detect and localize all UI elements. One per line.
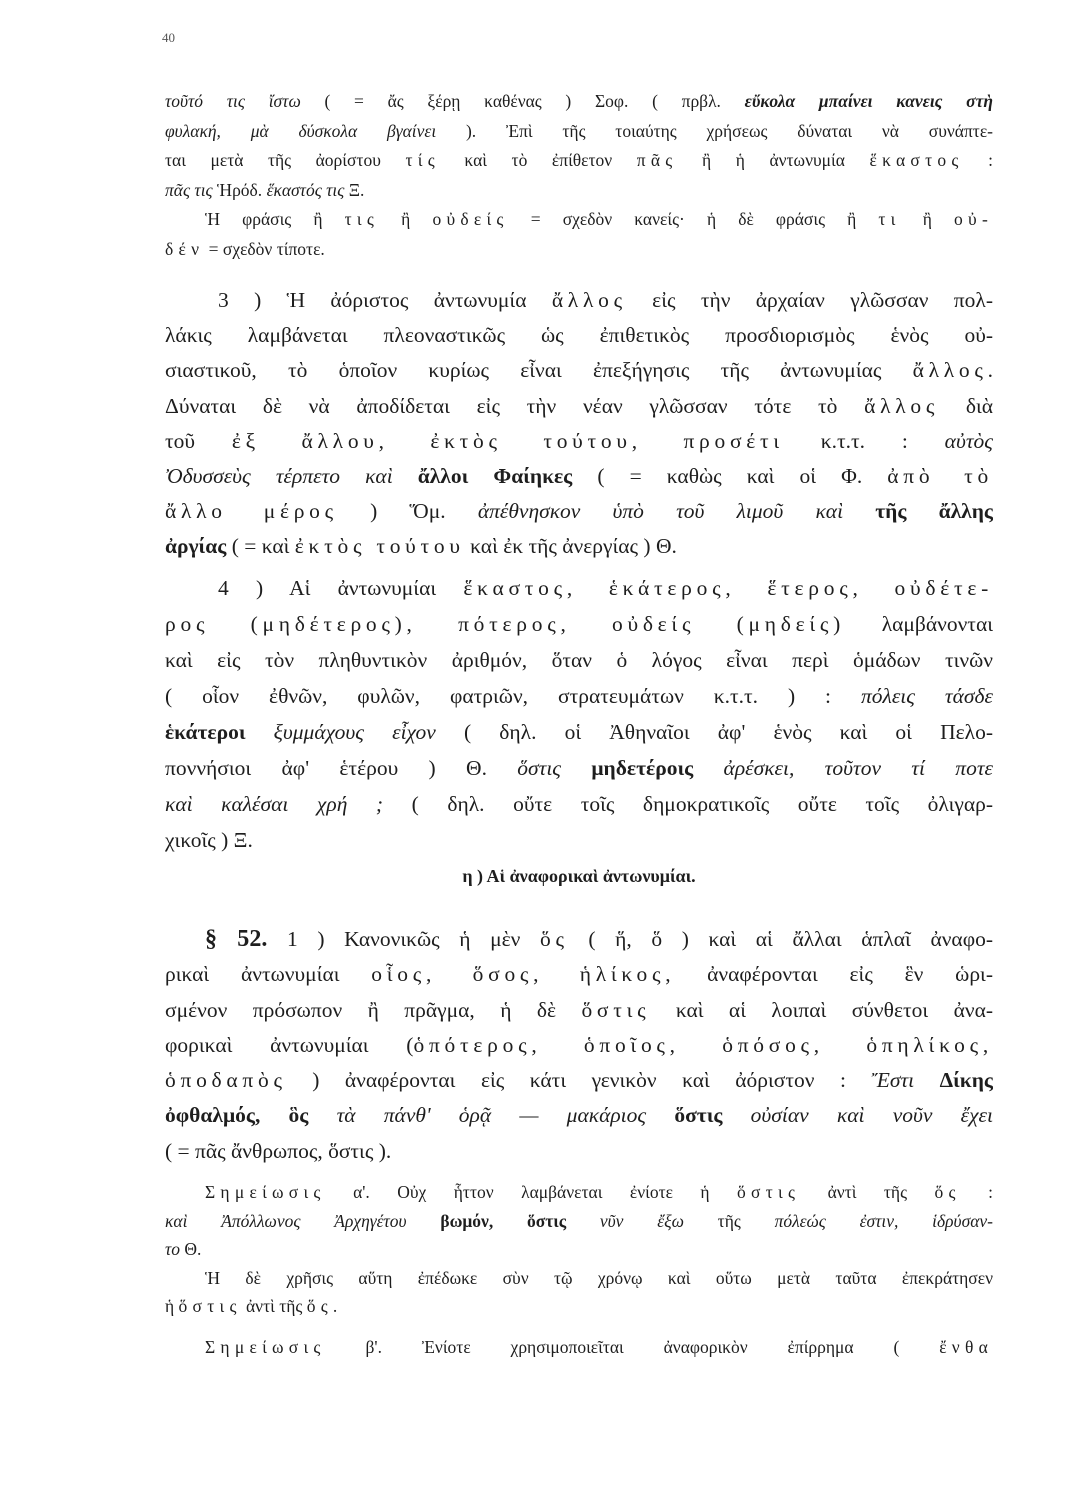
- text-line: [165, 1063, 993, 1098]
- page-number: 40: [162, 30, 175, 45]
- spaced-text: ἐξ ἄλλου, ἐκτὸς τούτου, προσέτι: [231, 428, 784, 453]
- text-run: φορικαὶ ἀντωνυμίαι (: [165, 1032, 414, 1057]
- section-number: § 52.: [205, 926, 268, 952]
- italic-text: πόλεις τάσδε: [860, 684, 993, 708]
- text-line: [165, 87, 993, 117]
- text-run: Ξ.: [344, 179, 365, 200]
- italic-text: το: [165, 1239, 181, 1260]
- text-line: [165, 1333, 993, 1362]
- bold-text: Δίκης: [939, 1068, 993, 1093]
- spaced-text: πᾶς: [636, 150, 678, 171]
- text-run: ἢ: [379, 209, 433, 230]
- text-line: [165, 957, 993, 992]
- text-run: ( = πᾶς ἄνθρωπος, ὅστις ).: [165, 1138, 392, 1163]
- text-line: [165, 1178, 993, 1207]
- text-run: εἰς τὴν ἀρχαίαν γλῶσσαν πολ-: [626, 288, 993, 312]
- text-run: σιαστικοῦ, τὸ ὁποῖον κυρίως εἶναι ἐπεξήγησις τῆς ἀντωνυμίας: [165, 358, 913, 383]
- bold-text: ἀργίας: [165, 534, 227, 559]
- spaced-text: τι: [878, 209, 901, 230]
- spaced-text: ὅς: [306, 1296, 333, 1317]
- text-run: καὶ ἐκ τῆς ἀνεργίας ) Θ.: [464, 534, 677, 559]
- text-run: ( = καθὼς καὶ οἱ Φ.: [572, 463, 888, 488]
- italic-text: καὶ καλέσαι χρή ;: [165, 792, 384, 816]
- text-line: [165, 235, 993, 265]
- text-run: ἀντὶ τῆς: [800, 1182, 935, 1202]
- text-run: Ἡ φράσις ἢ: [205, 209, 345, 230]
- text-line: [165, 424, 993, 459]
- text-run: καὶ εἰς τὸν πληθυντικὸν ἀριθμόν, ὅταν ὁ λόγος εἶναι περὶ ὁμάδων τινῶν: [165, 648, 993, 672]
- text-run: ἢ ἡ ἀντωνυμία: [677, 150, 870, 171]
- bold-text: τῆς ἄλλης: [875, 499, 993, 524]
- spaced-text: ἔνθα: [939, 1336, 993, 1357]
- text-line: [165, 714, 993, 750]
- italic-text: οὐσίαν καὶ νοῦν ἔχει: [722, 1103, 993, 1128]
- text-line: [165, 642, 993, 678]
- text-run: .: [332, 1296, 338, 1317]
- text-run: Δύναται δὲ νὰ ἀποδίδεται εἰς τὴν νέαν γλῶσσαν τότε τὸ: [165, 393, 865, 418]
- italic-text: Ὀδυσσεὺς τέρπετο καὶ: [165, 463, 418, 488]
- text-run: χικοῖς ) Ξ.: [165, 828, 253, 852]
- text-run: κ.τ.τ. :: [783, 428, 945, 453]
- bold-text: ἑκάτεροι: [165, 720, 246, 744]
- bold-italic-text: εὔκολα μπαίνει κανεις στὴ: [744, 91, 993, 111]
- text-run: σμένον πρόσωπον ἢ πρᾶγμα, ἡ δὲ: [165, 997, 582, 1022]
- text-run: :: [960, 1182, 993, 1202]
- spaced-text: οὐδείς: [432, 209, 509, 230]
- text-run: Ἡρόδ.: [212, 179, 267, 200]
- italic-text: ἀπέθνησκον ὑπὸ τοῦ λιμοῦ καὶ: [477, 499, 876, 524]
- italic-text: καὶ Ἀπόλλωνος Ἀρχηγέτου: [165, 1210, 441, 1231]
- text-line: [165, 786, 993, 822]
- spaced-text: ἄλλος: [912, 358, 988, 383]
- text-run: διὰ: [939, 393, 993, 418]
- text-line: [165, 1207, 993, 1236]
- text-line: [165, 176, 993, 206]
- section-52: [165, 922, 993, 1169]
- text-run: ( δηλ. οὔτε τοῖς δημοκρατικοῖς οὔτε τοῖς ὀλιγαρ-: [383, 792, 993, 816]
- spaced-text: ἀπὸ τὸ: [887, 463, 993, 488]
- text-line: [165, 1292, 993, 1321]
- text-run: καὶ αἱ λοιπαὶ σύνθετοι ἀνα-: [650, 997, 993, 1022]
- bold-text: ὀφθαλμός, ὃς: [165, 1103, 309, 1128]
- text-run: λάκις λαμβάνεται πλεοναστικῶς ὡς ἐπιθετικὸς προσδιορισμὸς ἑνὸς οὐ-: [165, 323, 993, 348]
- text-line: [165, 1134, 993, 1169]
- text-run: τοῦ: [165, 428, 232, 453]
- spaced-text: οἷος, ὅσος, ἡλίκος,: [371, 962, 676, 987]
- text-run: ρικαὶ ἀντωνυμίαι: [165, 962, 372, 987]
- text-line: [165, 283, 993, 318]
- text-line: [165, 1028, 993, 1063]
- spaced-text: τίς: [405, 150, 440, 171]
- text-line: [165, 1098, 993, 1133]
- italic-text: αὐτὸς: [944, 428, 993, 453]
- spaced-text: δέν: [165, 238, 205, 259]
- text-run: ( δηλ. οἱ Ἀθηναῖοι ἀφ' ἑνὸς καὶ οἱ Πελο-: [435, 720, 993, 744]
- spaced-text: ὁπότερος, ὁποῖος, ὁπόσος, ὁπηλίκος,: [413, 1032, 993, 1057]
- spaced-text: ὅστις: [178, 1296, 242, 1317]
- text-line: [165, 1264, 993, 1293]
- text-run: τῆς: [683, 1210, 775, 1231]
- spaced-text: Σημείωσις: [205, 1336, 326, 1357]
- text-run: 4 ) Αἱ ἀντωνυμίαι: [218, 576, 464, 600]
- text-run: καὶ τὸ ἐπίθετον: [439, 150, 637, 171]
- text-line: [165, 570, 993, 606]
- italic-text: ξυμμάχους εἶχον: [245, 720, 436, 744]
- bold-text: βωμόν, ὅστις: [440, 1210, 567, 1231]
- text-run: = σχεδὸν κανείς· ἡ δὲ φράσις ἢ: [508, 209, 879, 230]
- paragraph-4: [165, 570, 993, 858]
- text-line: [165, 822, 993, 858]
- text-line: [165, 318, 993, 353]
- text-run: 1 ) Κανονικῶς ἡ μὲν: [267, 927, 540, 951]
- text-run: = σχεδὸν τίποτε.: [204, 238, 325, 259]
- italic-text: ὅστις: [517, 756, 592, 780]
- text-line: [165, 494, 993, 529]
- spaced-text: ἐκτὸς τούτου: [294, 534, 465, 559]
- text-line: [165, 922, 993, 957]
- text-run: :: [963, 150, 993, 171]
- text-line: [165, 459, 993, 494]
- spaced-text: ρος (μηδέτερος), πότερος, οὐδείς (μηδείς): [165, 612, 845, 636]
- spaced-text: τις: [344, 209, 380, 230]
- text-line: [165, 146, 993, 176]
- paragraph-3: [165, 283, 993, 565]
- text-run: 3 ) Ἡ ἀόριστος ἀντωνυμία: [218, 288, 552, 312]
- text-run: ται μετὰ τῆς ἀορίστου: [165, 150, 406, 171]
- text-line: [165, 993, 993, 1028]
- spaced-text: ὅστις: [737, 1182, 801, 1202]
- text-run: ποννήσιοι ἀφ' ἑτέρου ) Θ.: [165, 756, 518, 780]
- bold-text: ἄλλοι Φαίηκες: [417, 463, 573, 488]
- spaced-text: Σημείωσις: [205, 1182, 326, 1202]
- italic-text: πόλεώς ἐστιν, ἱδρύσαν-: [774, 1210, 993, 1231]
- spaced-text: ἄλλος: [864, 393, 940, 418]
- italic-text: νῦν ἔξω: [566, 1210, 684, 1231]
- spaced-text: ἕκαστος, ἑκάτερος, ἕτερος, οὐδέτε-: [463, 576, 993, 600]
- text-line: [165, 529, 993, 564]
- text-run: β'. Ἐνίοτε χρησιμοποιεῖται ἀναφορικὸν ἐπίρρημα (: [325, 1336, 940, 1357]
- text-run: ). Ἐπὶ τῆς τοιαύτης χρήσεως δύναται νὰ συνάπτε-: [436, 120, 993, 141]
- text-run: ( = καὶ: [226, 534, 295, 559]
- text-run: ( ἥ, ὅ ) καὶ αἱ ἄλλαι ἁπλαῖ ἀναφο-: [568, 927, 993, 951]
- spaced-text: ὅς: [540, 927, 569, 951]
- italic-text: Ἔστι: [871, 1068, 940, 1093]
- text-run: ( οἷον ἐθνῶν, φυλῶν, φατριῶν, στρατευμάτων κ.τ.τ. ) :: [165, 684, 861, 708]
- text-run: ἀναφέρονται εἰς ἓν ὡρι-: [675, 962, 993, 987]
- bold-text: μηδετέροις: [591, 756, 694, 780]
- italic-text: φυλακή, μὰ δύσκολα βγαίνει: [165, 120, 437, 141]
- text-run: ) ἀναφέρονται εἰς κάτι γενικὸν καὶ ἀόριστον :: [286, 1068, 872, 1093]
- italic-text: πᾶς τις: [165, 179, 213, 200]
- spaced-text: ὁποδαπὸς: [165, 1068, 287, 1093]
- text-line: [165, 205, 993, 235]
- notes: [165, 1178, 993, 1362]
- text-line: [165, 1235, 993, 1264]
- text-run: ἢ: [900, 209, 955, 230]
- text-run: ἀντὶ τῆς: [241, 1296, 307, 1317]
- text-line: [165, 117, 993, 147]
- text-run: ( = ἄς ξέρῃ καθένας ) Σοφ. ( πρβλ.: [300, 91, 745, 111]
- italic-text: ἕκαστός τις: [266, 179, 345, 200]
- spaced-text: ἄλλο μέρος: [165, 499, 338, 524]
- text-line: [165, 389, 993, 424]
- text-run: Ἡ δὲ χρῆσις αὕτη ἐπέδωκε σὺν τῷ χρόνῳ καὶ οὕτω μετὰ ταῦτα ἐπεκράτησεν: [205, 1267, 993, 1288]
- text-run: ) Ὅμ.: [337, 499, 478, 524]
- text-line: [165, 750, 993, 786]
- text-line: [165, 678, 993, 714]
- spaced-text: ἄλλος: [551, 288, 627, 312]
- intro-paragraph: [165, 87, 993, 265]
- bold-text: ὅστις: [674, 1103, 723, 1128]
- text-run: Θ.: [180, 1239, 202, 1260]
- italic-text: τοῦτό τις ἴστω: [165, 91, 301, 111]
- spaced-text: ὅστις: [581, 997, 651, 1022]
- italic-text: τὰ πάνθ' ὁρᾷ — μακάριος: [308, 1103, 675, 1128]
- spaced-text: οὐ-: [954, 209, 993, 230]
- section-heading: η ) Αἱ ἀναφορικαὶ ἀντωνυμίαι.: [462, 866, 696, 886]
- spaced-text: ἕκαστος: [869, 150, 964, 171]
- text-line: [165, 353, 993, 388]
- text-run: .: [987, 358, 993, 383]
- spaced-text: ὅς: [934, 1182, 961, 1202]
- text-run: ἡ: [165, 1296, 179, 1317]
- text-run: α'. Οὐχ ἧττον λαμβάνεται ἐνίοτε ἡ: [325, 1182, 738, 1202]
- text-line: [165, 606, 993, 642]
- text-run: λαμβάνονται: [845, 612, 993, 636]
- italic-text: ἀρέσκει, τοῦτον τί ποτε: [693, 756, 993, 780]
